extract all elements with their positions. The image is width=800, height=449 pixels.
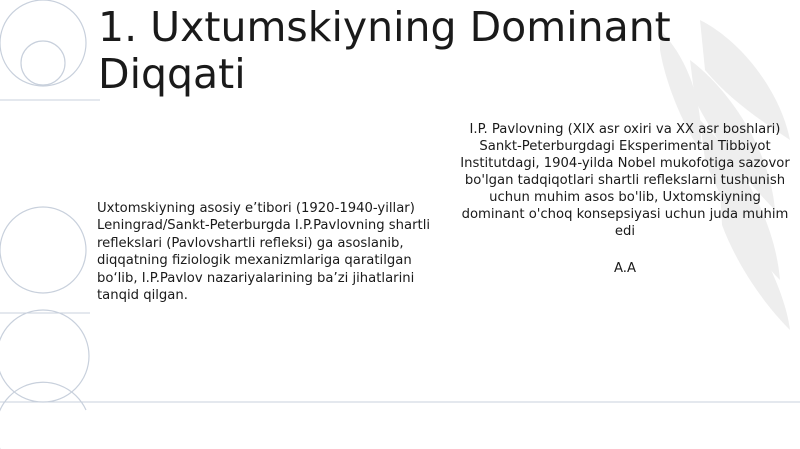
circle-bottom-left: [0, 310, 89, 402]
right-signature: A.A: [613, 261, 636, 276]
slide-title: 1. Uxtumskiyning Dominant Diqqati: [98, 3, 671, 98]
large-circle-top: [0, 0, 86, 86]
small-circle-top: [21, 41, 65, 85]
circle-mid-left: [0, 207, 86, 293]
arc-bottom-left: [0, 382, 86, 449]
right-paragraph: I.P. Pavlovning (XIX asr oxiri va XX asr boshlari) Sankt-Peterburgdagi Eksperimental Tibbiyot Institutdagi, 1904-yilda Nobel mukofotiga sazovor bo'lgan tadqiqotlari shartli reflekslarni tushunish uchun muhim asos bo'lib, Uxtomskiyning dominant o'choq konsepsiyasi uchun juda muhim edi: [460, 122, 790, 239]
left-paragraph: Uxtomskiyning asosiy e’tibori (1920-1940-yillar) Leningrad/Sankt-Peterburgda I.P.Pavlovning shartli reflekslari (Pavlovshartli refleksi) ga asoslanib, diqqatning fiziologik mexanizmlariga qaratilgan bo‘lib, I.P.Pavlov nazariyalarining ba’zi jihatlarini tanqid qilgan.: [97, 201, 431, 304]
